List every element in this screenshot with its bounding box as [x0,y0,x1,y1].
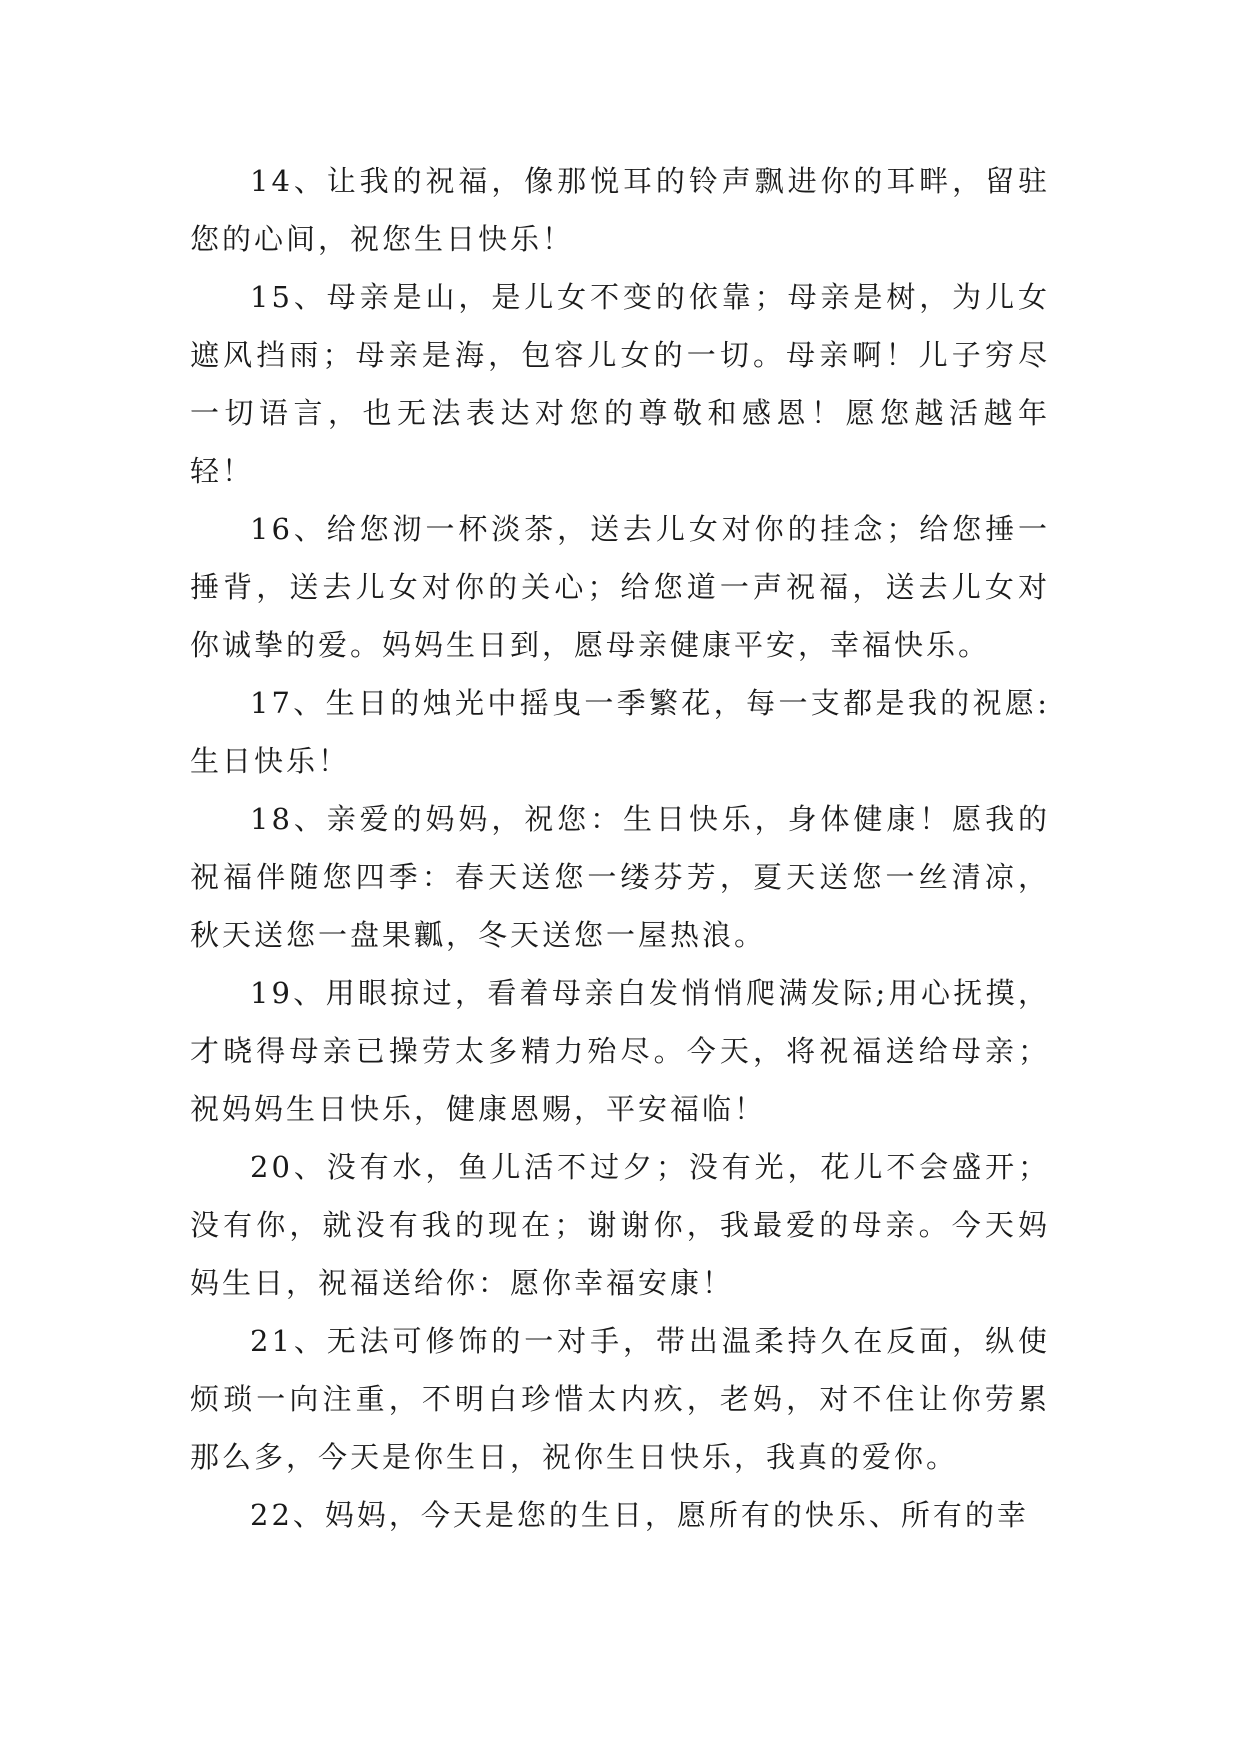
paragraph-14: 14、让我的祝福，像那悦耳的铃声飘进你的耳畔，留驻您的心间，祝您生日快乐！ [190,164,1050,256]
paragraph-15: 15、母亲是山，是儿女不变的依靠；母亲是树，为儿女遮风挡雨；母亲是海，包容儿女的一切。母亲啊！儿子穷尽一切语言，也无法表达对您的尊敬和感恩！愿您越活越年轻！ [190,280,1050,488]
paragraph-19: 19、用眼掠过，看着母亲白发悄悄爬满发际;用心抚摸，才晓得母亲已操劳太多精力殆尽。今天，将祝福送给母亲；祝妈妈生日快乐，健康恩赐，平安福临！ [190,976,1050,1126]
paragraph-16: 16、给您沏一杯淡茶，送去儿女对你的挂念；给您捶一捶背，送去儿女对你的关心；给您道一声祝福，送去儿女对你诚挚的爱。妈妈生日到，愿母亲健康平安，幸福快乐。 [190,512,1050,662]
paragraph-18: 18、亲爱的妈妈，祝您：生日快乐，身体健康！愿我的祝福伴随您四季：春天送您一缕芬芳，夏天送您一丝清凉，秋天送您一盘果瓤，冬天送您一屋热浪。 [190,802,1050,952]
paragraph-17: 17、生日的烛光中摇曳一季繁花，每一支都是我的祝愿:生日快乐！ [190,686,1050,778]
paragraph-21: 21、无法可修饰的一对手，带出温柔持久在反面，纵使烦琐一向注重，不明白珍惜太内疚，老妈，对不住让你劳累那么多，今天是你生日，祝你生日快乐，我真的爱你。 [190,1324,1050,1474]
document-body [190,152,1050,1544]
paragraph-22: 22、妈妈，今天是您的生日，愿所有的快乐、所有的幸 [250,1498,1029,1532]
paragraph-20: 20、没有水，鱼儿活不过夕；没有光，花儿不会盛开；没有你，就没有我的现在；谢谢你，我最爱的母亲。今天妈妈生日，祝福送给你：愿你幸福安康！ [190,1150,1050,1300]
